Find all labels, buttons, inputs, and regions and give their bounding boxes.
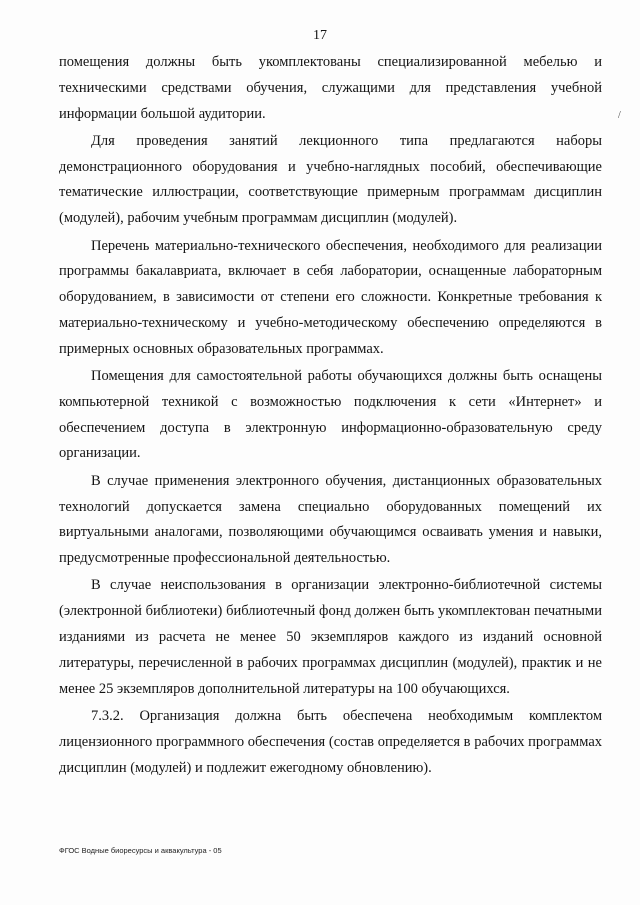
paragraph-continuation: помещения должны быть укомплектованы специализированной мебелью и техническими средствами обучения, служащими для представления учебной информации большой аудитории. [59, 54, 602, 122]
page-number: 17 [313, 28, 327, 43]
page-footer: ФГОС Водные биоресурсы и аквакультура - 05 [59, 846, 222, 855]
paragraph-material-technical: Перечень материально-технического обеспечения, необходимого для реализации программы бакалавриата, включает в себя лаборатории, оснащенные лабораторным оборудованием, в зависимости от степени его сложности. Конкретные требования к материально-техническому и учебно-методическому обеспечению определяются в примерных основных образовательных программах. [59, 237, 602, 357]
margin-mark: / [618, 110, 621, 121]
paragraph-self-study-rooms: Помещения для самостоятельной работы обучающихся должны быть оснащены компьютерной техникой с возможностью подключения к сети «Интернет» и обеспечением доступа в электронную информационно-образовательную среду организации. [59, 368, 602, 462]
paragraph-library-fund: В случае неиспользования в организации электронно-библиотечной системы (электронной библиотеки) библиотечный фонд должен быть укомплектован печатными изданиями из расчета не менее 50 экземпляров каждого из изданий основной литературы, перечисленной в рабочих программах дисциплин (модулей), практик и не менее 25 экземпляров дополнительной литературы на 100 обучающихся. [59, 577, 602, 697]
paragraph-e-learning: В случае применения электронного обучения, дистанционных образовательных технологий допускается замена специально оборудованных помещений их виртуальными аналогами, позволяющими обучающимся осваивать умения и навыки, предусмотренные профессиональной деятельностью. [59, 472, 602, 567]
paragraph-7-3-2-software: 7.3.2. Организация должна быть обеспечена необходимым комплектом лицензионного программного обеспечения (состав определяется в рабочих программах дисциплин (модулей) и подлежит ежегодному обновлению). [59, 707, 602, 776]
document-body [59, 50, 602, 783]
paragraph-lecture-equipment: Для проведения занятий лекционного типа предлагаются наборы демонстрационного оборудования и учебно-наглядных пособий, обеспечивающие тематические иллюстрации, соответствующие примерным программам дисциплин (модулей), рабочим учебным программам дисциплин (модулей). [59, 132, 602, 227]
